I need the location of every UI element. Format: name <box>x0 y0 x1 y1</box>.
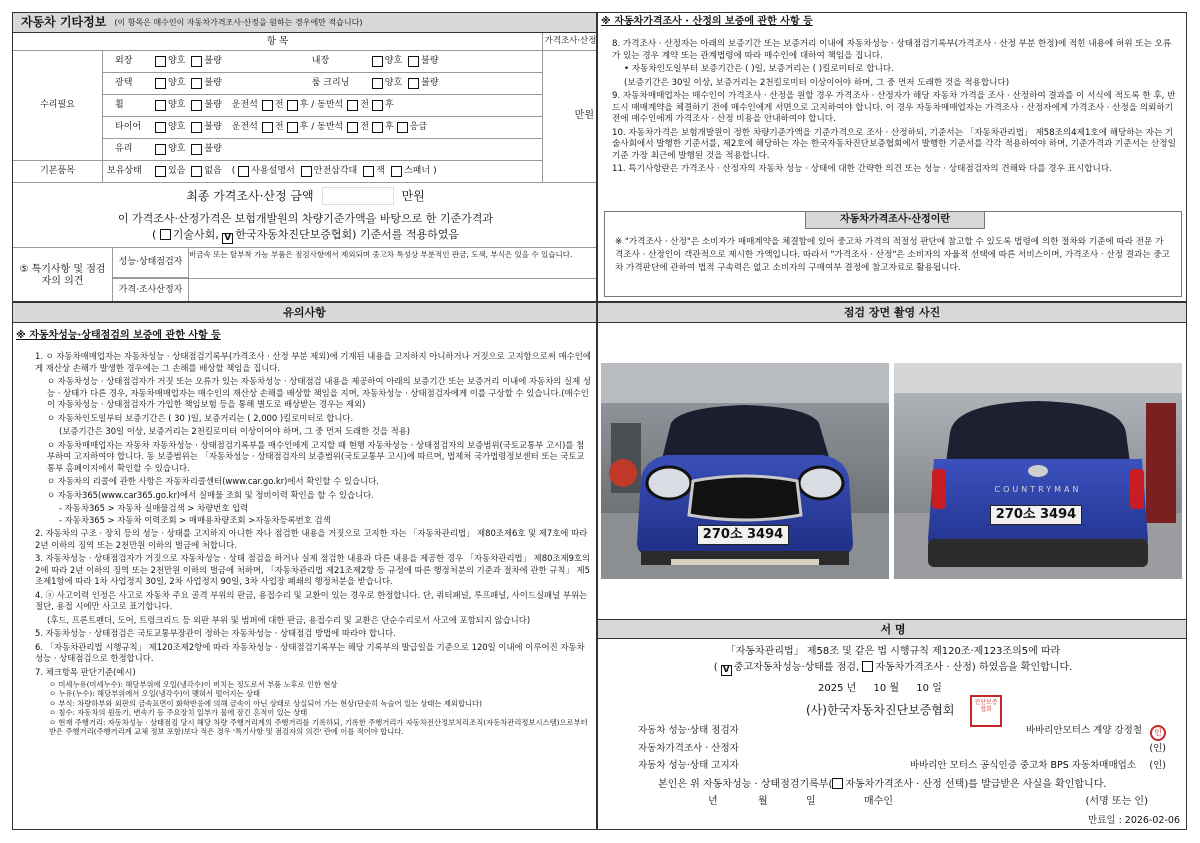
basis-text: 이 가격조사·산정가격은 보험개발원의 차량기준가액을 바탕으로 한 기준가격과 ( 기술사회, V 한국자동차진단보증협회) 기준서를 적용하였음 <box>117 212 494 243</box>
warranty-item-8: 8. 가격조사 · 산정자는 아래의 보증기간 또는 보증거리 이내에 자동차성능 · 상태점검기록부(가격조사 · 산정 부분 한정)에 적힌 내용에 허위 또는 오류가 있는 경우 계약 또는 관계법령에 따라 매수인에 대하여 책임을 집니다. <box>612 39 1172 61</box>
sign-confirm-line: ( V 중고자동차성능·상태를 점검, 자동차가격조사 · 산정) 하였음을 확인합니다. <box>713 662 1073 675</box>
row-basic-items: 보유상태 있음 없음 ( 사용설명서 안전삼각대 잭 스패너 ) <box>103 161 543 183</box>
photo-sign-panel <box>597 302 1187 830</box>
vehicle-etc-info-header <box>13 13 596 33</box>
note-item-1f: ㅇ 자동차의 리콜에 관한 사항은 자동차리콜센터(www.car.go.kr)에서 확인할 수 있습니다. <box>47 476 379 486</box>
note-item-2: 2. 자동차의 구조 · 장치 등의 성능 · 상태를 고지하지 아니한 자나 점검한 내용을 거짓으로 고지한 자는 「자동차관리법」 제80조제6호 및 제7호에 따라 2년 이하의 징역 또는 2천만원 이하의 벌금에 처합니다. <box>35 528 588 550</box>
glass-good-checkbox[interactable] <box>155 144 166 155</box>
final-price-row <box>13 183 597 209</box>
note-item-1h: - 자동차365 > 자동차 실매물검색 > 차량번호 입력 <box>59 503 249 513</box>
wheel-passenger-rear-checkbox[interactable] <box>372 100 383 111</box>
special-notes-label: ⑤ 특기사항 및 점검자의 의견 <box>13 248 113 302</box>
row-exterior: 외장 양호 불량 내장 양호 불량 <box>103 51 543 73</box>
price-inspector-label: 가격·조사산정자 <box>113 278 189 302</box>
special-notes-block <box>13 247 597 302</box>
price-definition-box <box>604 211 1182 297</box>
col-item-header: 항 목 <box>13 33 543 51</box>
notes-header: 유의사항 <box>13 303 596 323</box>
criteria-minor-leak: ㅇ 미세누유(미세누수): 해당부위에 오일(냉각수)이 비치는 정도로서 부품 노후로 인한 현상 <box>49 680 338 689</box>
note-item-1b: ㅇ 자동차성능 · 상태점검자가 거짓 또는 오류가 있는 자동차성능 · 상태점검 내용을 제공하여 아래의 보증기간 또는 보증거리 이내에 자동차의 실제 성능 · 상태가 다른 경우, 자동차매매업자는 매수인의 재산상 손해를 배상할 책임을 지며, 자동차성능 · 상태점검자에게 이를 구상할 수 있습니다.(매수인이 자동차성능 · 상태점검자가 가입한 책임보험 등을 통해 별도로 배상받는 경우는 제외) <box>47 376 591 409</box>
glass-bad-checkbox[interactable] <box>191 144 202 155</box>
tire-passenger-rear-checkbox[interactable] <box>372 122 383 133</box>
spanner-checkbox[interactable] <box>391 166 402 177</box>
note-item-4b: (후드, 프론트펜더, 도어, 트렁크리드 등 외판 부위 및 범퍼에 대한 판금, 용접수리 및 교환은 단순수리로서 사고에 포함되지 않습니다) <box>47 614 531 625</box>
final-price-unit: 만원 <box>401 188 425 203</box>
note-item-7: 7. 체크항목 판단기준(예시) <box>35 666 136 677</box>
room-bad-checkbox[interactable] <box>408 78 419 89</box>
criteria-corrosion: ㅇ 부식: 차량하부와 외판의 금속표면이 화학반응에 의해 금속이 아닌 상태로 상실되어 가는 현상(단순히 녹슬어 있는 상태는 제외합니다) <box>49 698 482 708</box>
receive-confirm-line: 본인은 위 자동차성능 · 상태점검기록부( 자동차가격조사 · 산정 선택)를 발급받은 사실을 확인합니다. <box>658 779 1107 790</box>
room-good-checkbox[interactable] <box>372 78 383 89</box>
jack-checkbox[interactable] <box>363 166 374 177</box>
rear-car-photo <box>894 363 1182 579</box>
criteria-flood: ㅇ 침수: 자동차의 원동기, 변속기 등 주요장치 일부가 물에 잠긴 흔적이 있는 상태 <box>49 708 308 718</box>
section-title: 자동차 기타정보 <box>21 15 107 29</box>
row-wheel: 휠 양호 불량 운전석 전 후 / 동반석 전 후 <box>103 95 543 117</box>
row-tire: 타이어 양호 불량 운전석 전 후 / 동반석 전 후 응급 <box>103 117 543 139</box>
note-item-1e: ㅇ 자동차매매업자는 자동차 자동차성능 · 상태점검기록부를 매수인에게 고지할 때 현행 자동차성능 · 상태점검자의 보증범위(국토교통부 고시)를 첨부하여 고지하여야 합니다. 동 보증범위는 「자동차성능 · 상태점검자의 보증범위(국토교통부 고시)에 따르며, 법제처 국가법령정보센터 또는 국토교통부 홈페이지에서 확인할 수 있습니다. <box>47 439 585 473</box>
wheel-bad-checkbox[interactable] <box>191 100 202 111</box>
triangle-checkbox[interactable] <box>301 166 312 177</box>
tire-bad-checkbox[interactable] <box>191 122 202 133</box>
sign-law-line: 「자동차관리법」 제58조 및 같은 법 시행규칙 제120조·제123조의5에 따라 <box>725 646 1061 657</box>
has-checkbox[interactable] <box>155 166 166 177</box>
notes-panel <box>12 302 597 830</box>
col-price-header: 가격조사·산정 <box>543 33 597 51</box>
tire-driver-rear-checkbox[interactable] <box>287 122 298 133</box>
sign-date: 2025 년 10 월 10 일 <box>818 683 942 694</box>
rear-badge-text: COUNTRYMAN <box>994 485 1082 494</box>
exterior-bad-checkbox[interactable] <box>191 56 202 67</box>
inspector-seal: 인 <box>1150 725 1166 741</box>
tire-spare-checkbox[interactable] <box>397 122 408 133</box>
interior-bad-checkbox[interactable] <box>408 56 419 67</box>
row-gloss: 광택 양호 불량 룸 크리닝 양호 불량 <box>103 73 543 95</box>
sign-row-notifier: 자동차 성능·상태 고지자 바바리안 모터스 공식인증 중고차 BPS 자동차매매업소 (인) <box>638 760 1166 771</box>
note-item-6: 6. 「자동차관리법 시행규칙」 제120조제2항에 따라 자동차성능 · 상태점검기록부는 해당 기록부의 발급일을 기준으로 120일 이내에 이루어진 자동차 성능 · 상태점검으로 한정합니다. <box>35 641 585 663</box>
rear-car-illustration <box>894 363 1182 579</box>
front-license-plate: 270소 3494 <box>697 525 789 545</box>
final-price-label: 최종 가격조사·산정 금액 <box>186 188 314 203</box>
warranty-item-11: 11. 특기사항란은 가격조사 · 산정자의 자동차 성능 · 상태에 대한 간략한 의견 또는 성능 · 상태점검자의 견해와 다를 경우 표시합니다. <box>612 164 1112 174</box>
gloss-good-checkbox[interactable] <box>155 78 166 89</box>
note-item-1i: - 자동차365 > 자동차 이력조회 > 매매용차량조회 >자동차등록번호 검색 <box>59 514 331 525</box>
sign-row-inspector: 자동차 성능·상태 점검자 바바리안모터스 계양 강정철 인 <box>638 725 1166 741</box>
price-definition-text: ※ "가격조사 · 산정"은 소비자가 매매계약을 체결함에 있어 중고차 가격의 적절성 판단에 참고할 수 있도록 법령에 의한 절차와 기준에 따라 전문 가격조사 · 산정인이 객관적으로 제시한 가액입니다. 따라서 "가격조사 · 산정"은 소비자의 자율적 선택에 따른 서비스이며, 가격조사 · 산정 결과는 중고차 가격판단에 관하여 법적 구속력은 없고 소비자의 구매여부 결정에 참고자료로 활용됩니다. <box>615 237 1170 273</box>
note-item-1c: ㅇ 자동차인도일부터 보증기간은 ( 30 )일, 보증거리는 ( 2,000 )킬로미터로 합니다. <box>47 412 354 423</box>
vehicle-etc-info-panel <box>12 12 597 302</box>
price-warranty-header: ※ 자동차가격조사 · 산정의 보증에 관한 사항 등 <box>601 16 813 27</box>
sign-org: (사)한국자동차진단보증협회 <box>806 703 955 717</box>
rear-license-plate: 270소 3494 <box>990 505 1082 525</box>
tire-driver-front-checkbox[interactable] <box>262 122 273 133</box>
sign-header: 서 명 <box>598 619 1187 639</box>
note-item-1d: (보증기간은 30일 이상, 보증거리는 2천킬로미터 이상이어야 하며, 그 중 먼저 도래한 것을 적용) <box>59 426 411 436</box>
price-warranty-items <box>612 39 1178 178</box>
manual-checkbox[interactable] <box>238 166 249 177</box>
front-car-photo <box>601 363 889 579</box>
price-column-cell: 만원 <box>543 51 597 183</box>
kaa-checkbox[interactable]: V <box>222 233 233 244</box>
final-price-input[interactable] <box>322 187 394 205</box>
none-checkbox[interactable] <box>191 166 202 177</box>
expiry-date: 만료일 : 2026-02-06 <box>1088 815 1180 826</box>
section-subtitle: (이 항목은 매수인이 자동차가격조사·산정을 원하는 경우에만 적습니다) <box>114 17 363 27</box>
tire-passenger-front-checkbox[interactable] <box>347 122 358 133</box>
tire-good-checkbox[interactable] <box>155 122 166 133</box>
org-seal-stamp: 진단보증협회 <box>970 695 1002 727</box>
wheel-driver-rear-checkbox[interactable] <box>287 100 298 111</box>
buyer-sign-line: 년 월 일 매수인 (서명 또는 인) <box>708 796 1148 807</box>
basic-items-label: 기본품목 <box>13 161 103 183</box>
gloss-bad-checkbox[interactable] <box>191 78 202 89</box>
repair-needed-label: 수리필요 <box>13 51 103 161</box>
warranty-item-8-period: • 자동차인도일부터 보증기간은 ( )일, 보증거리는 ( )킬로미터로 합니다. <box>624 64 894 74</box>
perf-inspector-label: 성능·상태점검자 <box>113 248 189 278</box>
note-item-5: 5. 자동차성능 · 상태점검은 국토교통부장관이 정하는 자동차성능 · 상태점검 방법에 따라야 합니다. <box>35 628 396 638</box>
wheel-driver-front-checkbox[interactable] <box>262 100 273 111</box>
price-checkbox[interactable] <box>862 661 873 672</box>
note-item-7-sub <box>35 680 591 736</box>
warranty-item-9: 9. 자동차매매업자는 매수인이 가격조사 · 산정을 원할 경우 가격조사 · 산정자가 해당 자동차 가격을 조사 · 산정하여 결과를 이 서식에 적도록 한 후, 반드시 매매계약을 체결하기 전에 매수인에게 서면으로 고지하여야 합니다. 이 경우 자동차매매업자는 가격조사 · 산정자에게 가격조사 · 산정을 의뢰하기 전에 매수인에게 가격조사 · 산정 비용을 안내하여야 합니다. <box>612 91 1176 124</box>
warranty-item-8-note: (보증기간은 30일 이상, 보증거리는 2천킬로미터 이상이어야 하며, 그 중 먼저 도래한 것을 적용합니다) <box>624 77 1010 88</box>
notes-items <box>35 351 591 736</box>
wheel-passenger-front-checkbox[interactable] <box>347 100 358 111</box>
tech-society-checkbox[interactable] <box>160 229 171 240</box>
buyer-signature-field[interactable]: (서명 또는 인) <box>1085 796 1148 807</box>
price-warranty-panel <box>597 12 1187 302</box>
front-car-illustration <box>601 363 889 579</box>
inspect-checkbox[interactable]: V <box>721 665 732 676</box>
criteria-mileage: ㅇ 현재 주행거리: 자동차성능 · 상태점검 당시 해당 차량 주행거리계의 주행거리를 기록하되, 기록한 주행거리가 자동차전산정보처리조직(자동차관리정보시스템)으로부터 받은 주행거리(주행거리계 교체 정보 포함)보다 적은 경우 '특기사항 및 점검자의 의견' 란에 이를 적어야 합니다. <box>49 717 588 737</box>
note-item-1g: ㅇ 자동차365(www.car365.go.kr)에서 실매물 조회 및 정비이력 확인을 할 수 있습니다. <box>47 489 374 500</box>
price-definition-title: 자동차가격조사·산정이란 <box>805 211 985 229</box>
wheel-good-checkbox[interactable] <box>155 100 166 111</box>
criteria-leak: ㅇ 누유(누수): 해당부위에서 오일(냉각수)이 맺혀서 떨어지는 상태 <box>49 689 261 699</box>
receive-price-checkbox[interactable] <box>832 778 843 789</box>
note-item-4: 4. ⓐ 사고이력 인정은 사고로 자동차 주요 골격 부위의 판금, 용접수리 및 교환이 있는 경우로 한정합니다. 단, 쿼터패널, 루프패널, 사이드실패널 부위는 절단, 용접 시에만 사고로 표기합니다. <box>35 589 588 611</box>
exterior-good-checkbox[interactable] <box>155 56 166 67</box>
note-item-1: 1. ㅇ 자동차매매업자는 자동차성능 · 상태점검기록부(가격조사 · 산정 부분 제외)에 기재된 내용을 고지하지 아니하거나 거짓으로 고지함으로써 매수인에게 재산상 손해가 발생한 경우에는 그 손해를 배상할 책임을 집니다. <box>35 351 591 373</box>
warranty-item-10: 10. 자동차가격은 보험개발원이 정한 차량기준가액을 기준가격으로 조사 · 산정하되, 기준서는 「자동차관리법」 제58조의4제1호에 해당하는 자는 기술사회에서 발행한 기준서를, 제2호에 해당하는 자는 한국자동차진단보증협회에서 발행한 기준서를 각각 적용하여야 하며, 기준가격과 기준서는 산정일 기준 가장 최근에 발행된 것을 적용합니다. <box>612 127 1176 161</box>
photo-header: 점검 장면 촬영 사진 <box>598 303 1186 323</box>
notes-subheader: ※ 자동차성능·상태점검의 보증에 관한 사항 등 <box>16 330 221 341</box>
sign-row-price: 자동차가격조사 · 산정자 (인) <box>638 743 1166 754</box>
row-glass: 유리 양호 불량 <box>103 139 543 161</box>
interior-good-checkbox[interactable] <box>372 56 383 67</box>
perf-inspector-opinion: 비금속 또는 탈부착 가능 부품은 점검사항에서 제외되며 중고차 특성상 부분적인 판금, 도색, 부식은 있을 수 있습니다. <box>189 250 573 259</box>
note-item-3: 3. 자동차성능 · 상태점검자가 거짓으로 자동차성능 · 상태 점검을 하거나 실제 점검한 내용과 다른 내용을 제공한 경우 「자동차관리법」 제80조제9호의2에 따라 2년 이하의 징역 또는 2천만원 이하의 벌금에 처하며, 「자동차관리법 제21조제2항 등 규정에 따른 행정처분의 기준과 절차에 관한 규칙」 제5조제1항에 따라 1차 사업정지 30일, 2차 사업정지 90일, 3차 사업장 폐쇄의 행정처분을 받습니다. <box>35 553 591 586</box>
